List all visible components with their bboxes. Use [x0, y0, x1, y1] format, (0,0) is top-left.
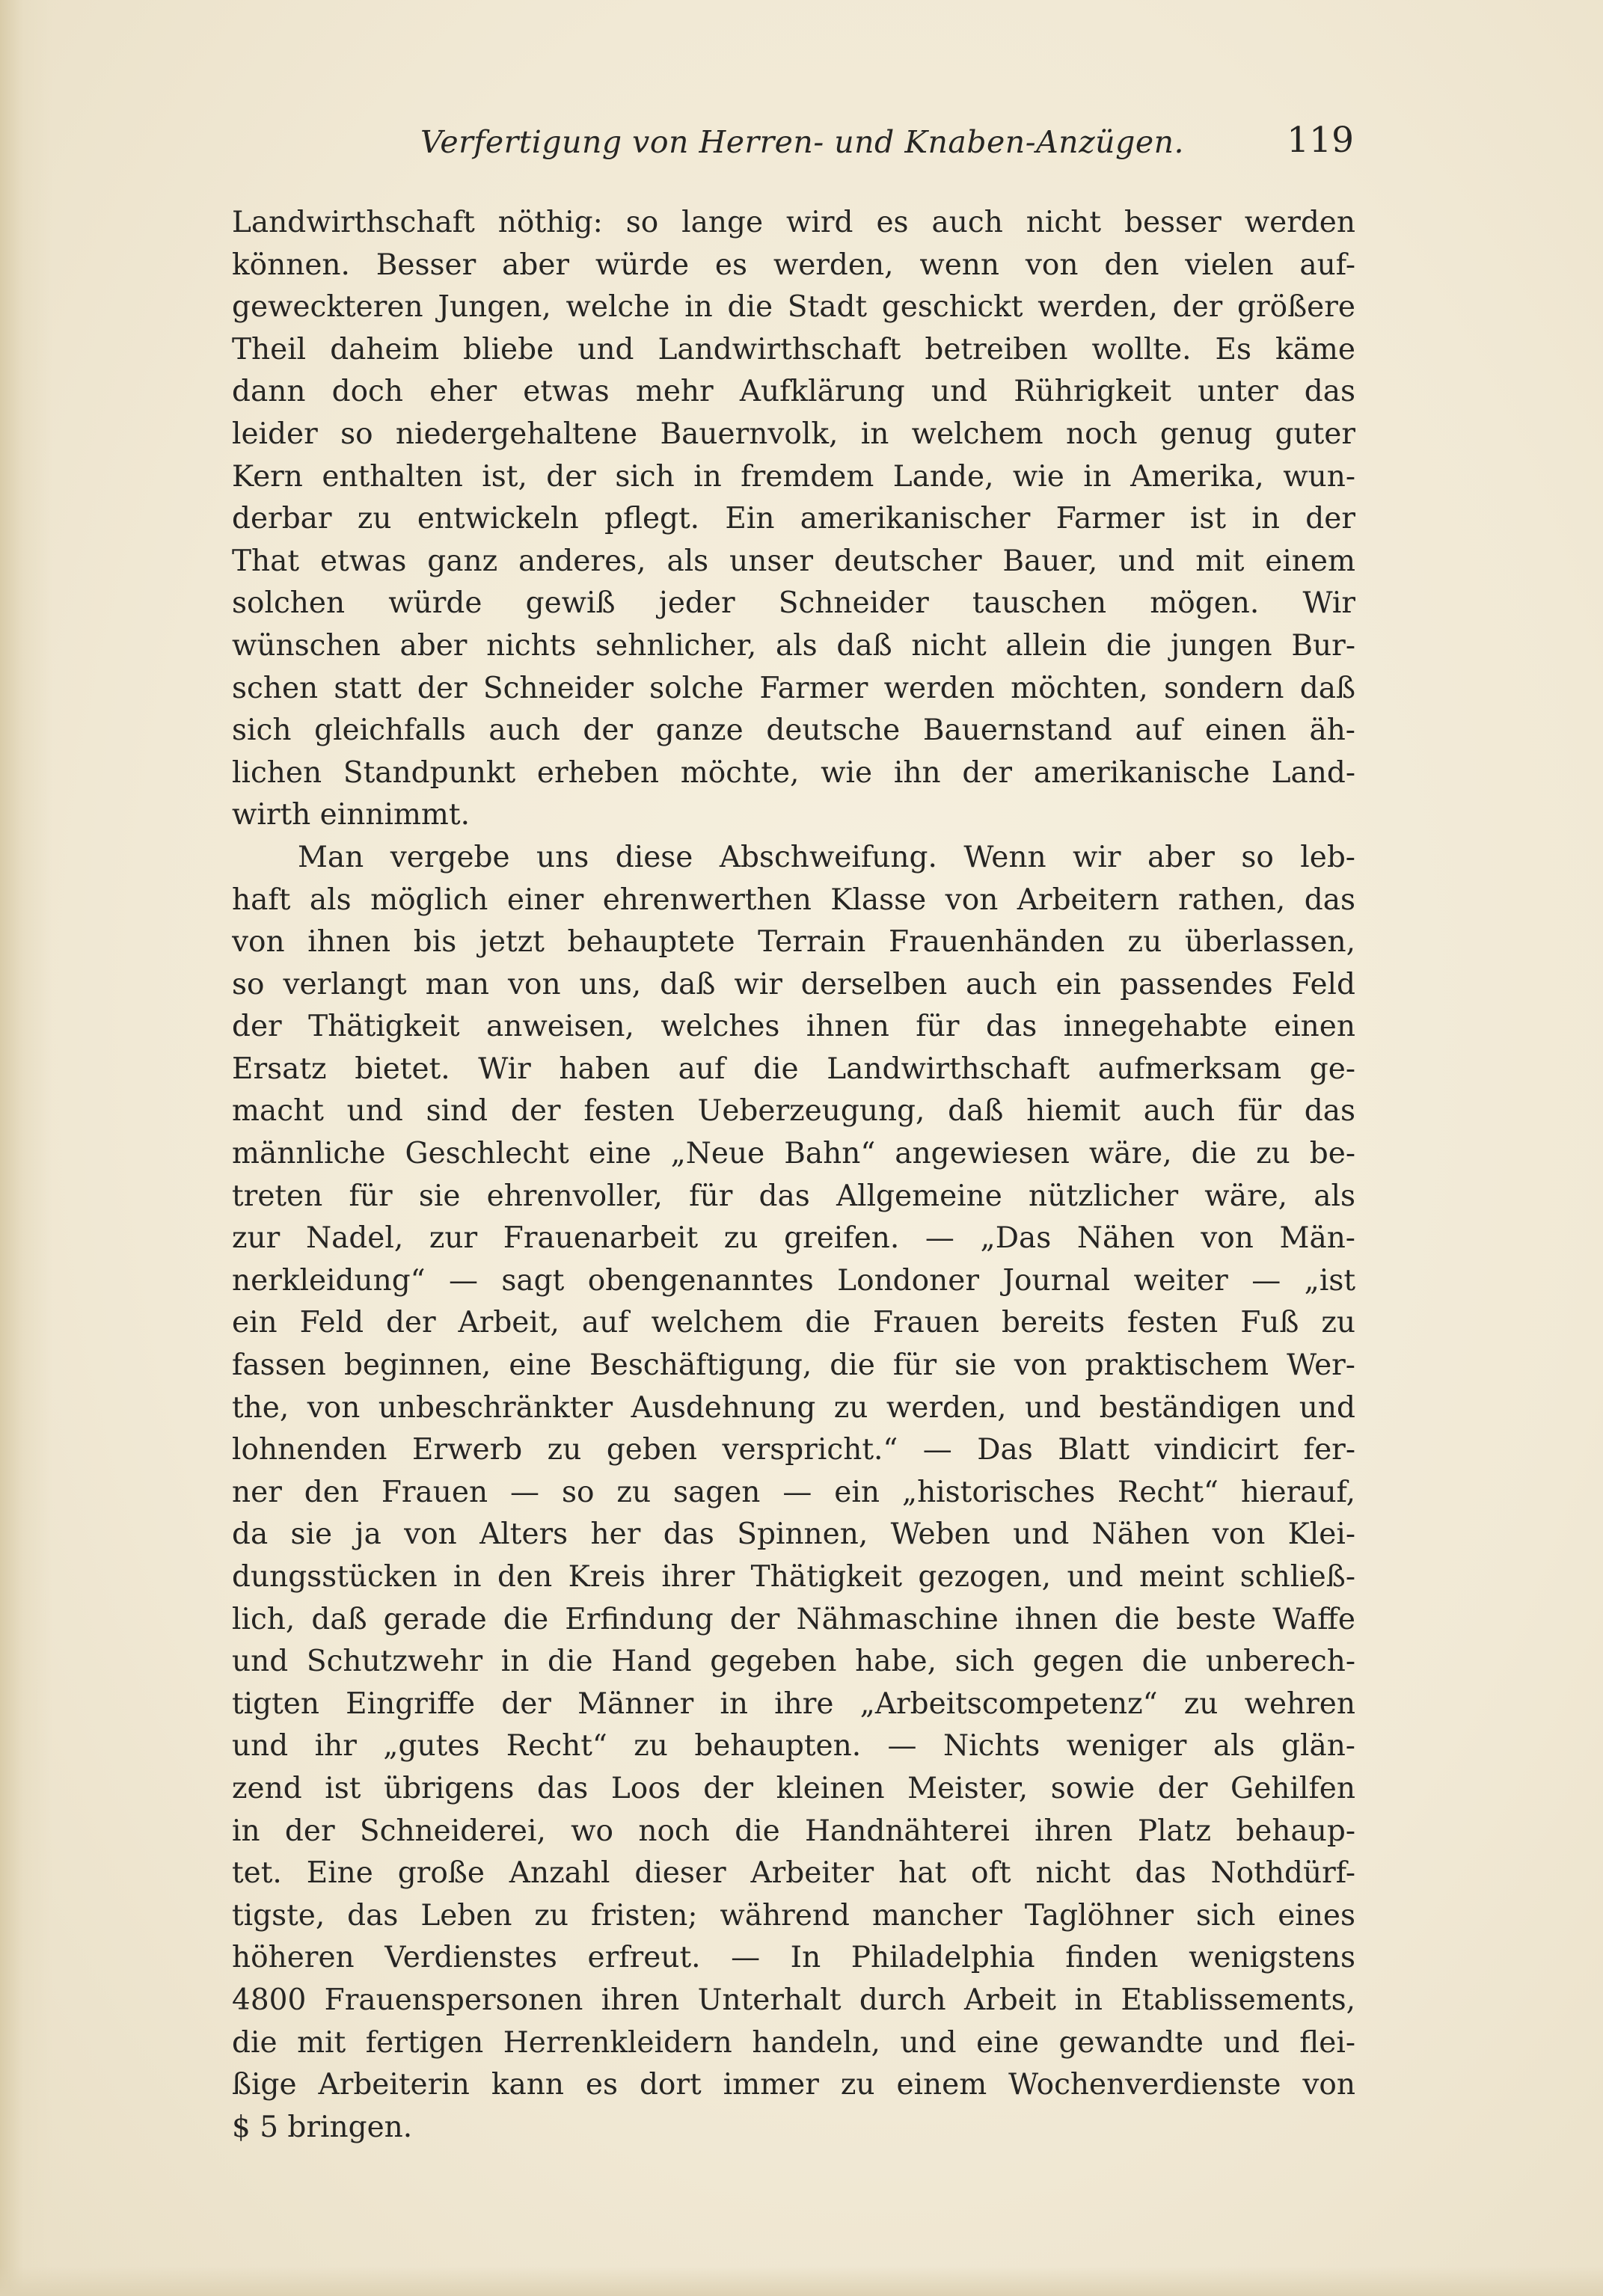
text-line: lohnenden Erwerb zu geben verspricht.“ — Das Blatt vindicirt fer-: [232, 1433, 1355, 1467]
text-line: wirth einnimmt.: [232, 798, 470, 832]
text-line: wünschen aber nichts sehnlicher, als daß nicht allein die jungen Bur-: [232, 628, 1355, 663]
text-line: die mit fertigen Herrenkleidern handeln, und eine gewandte und flei-: [232, 2025, 1355, 2060]
text-line: von ihnen bis jetzt behauptete Terrain Frauenhänden zu überlassen,: [232, 925, 1355, 960]
text-line: That etwas ganz anderes, als unser deutscher Bauer, und mit einem: [232, 544, 1355, 578]
text-line: haft als möglich einer ehrenwerthen Klasse von Arbeitern rathen, das: [232, 883, 1355, 917]
text-line: ner den Frauen — so zu sagen — ein „historisches Recht“ hierauf,: [232, 1475, 1355, 1509]
page-bottom-edge: [0, 2266, 1603, 2296]
text-line: und ihr „gutes Recht“ zu behaupten. — Nichts weniger als glän-: [232, 1729, 1355, 1764]
text-line: da sie ja von Alters her das Spinnen, Weben und Nähen von Klei-: [232, 1517, 1355, 1552]
text-line: zur Nadel, zur Frauenarbeit zu greifen. — „Das Nähen von Män-: [232, 1221, 1355, 1256]
page-number: 119: [1287, 120, 1354, 161]
text-line: treten für sie ehrenvoller, für das Allgemeine nützlicher wäre, als: [232, 1179, 1355, 1213]
text-line: dann doch eher etwas mehr Aufklärung und Rührigkeit unter das: [232, 375, 1355, 409]
text-line: solchen würde gewiß jeder Schneider tauschen mögen. Wir: [232, 586, 1355, 621]
text-line: höheren Verdienstes erfreut. — In Philadelphia finden wenigstens: [232, 1941, 1355, 1975]
binding-shadow: [0, 0, 52, 2296]
text-line: fassen beginnen, eine Beschäftigung, die für sie von praktischem Wer-: [232, 1348, 1355, 1383]
running-title: Verfertigung von Herren- und Knaben-Anzügen.: [420, 124, 1185, 160]
text-line: so verlangt man von uns, daß wir derselben auch ein passendes Feld: [232, 967, 1355, 1001]
text-line: lich, daß gerade die Erfindung der Nähmaschine ihnen die beste Waffe: [232, 1602, 1355, 1636]
body-text: [232, 202, 1355, 2149]
text-line: zend ist übrigens das Loos der kleinen Meister, sowie der Gehilfen: [232, 1771, 1355, 1805]
text-line: ein Feld der Arbeit, auf welchem die Frauen bereits festen Fuß zu: [232, 1306, 1355, 1340]
text-line: Kern enthalten ist, der sich in fremdem Lande, wie in Amerika, wun-: [232, 459, 1355, 494]
text-line: dungsstücken in den Kreis ihrer Thätigkeit gezogen, und meint schließ-: [232, 1560, 1355, 1594]
text-line: leider so niedergehaltene Bauernvolk, in welchem noch genug guter: [232, 417, 1355, 451]
text-line: und Schutzwehr in die Hand gegeben habe, sich gegen die unberech-: [232, 1645, 1355, 1679]
text-line: tigste, das Leben zu fristen; während mancher Taglöhner sich eines: [232, 1898, 1355, 1933]
text-line: the, von unbeschränkter Ausdehnung zu werden, und beständigen und: [232, 1390, 1355, 1425]
text-line: Man vergebe uns diese Abschweifung. Wenn wir aber so leb-: [298, 840, 1355, 874]
text-line: $ 5 bringen.: [232, 2110, 413, 2144]
text-line: macht und sind der festen Ueberzeugung, daß hiemit auch für das: [232, 1094, 1355, 1129]
text-line: männliche Geschlecht eine „Neue Bahn“ angewiesen wäre, die zu be-: [232, 1137, 1355, 1171]
text-line: derbar zu entwickeln pflegt. Ein amerikanischer Farmer ist in der: [232, 502, 1355, 536]
text-line: der Thätigkeit anweisen, welches ihnen für das innegehabte einen: [232, 1010, 1355, 1044]
text-line: ßige Arbeiterin kann es dort immer zu einem Wochenverdienste von: [232, 2068, 1355, 2102]
text-line: geweckteren Jungen, welche in die Stadt geschickt werden, der größere: [232, 290, 1355, 325]
page-header: [232, 120, 1354, 172]
text-line: lichen Standpunkt erheben möchte, wie ihn der amerikanische Land-: [232, 755, 1355, 790]
text-line: Landwirthschaft nöthig: so lange wird es auch nicht besser werden: [232, 206, 1355, 239]
text-line: Theil daheim bliebe und Landwirthschaft betreiben wollte. Es käme: [232, 332, 1355, 366]
text-line: tigten Eingriffe der Männer in ihre „Arbeitscompetenz“ zu wehren: [232, 1686, 1355, 1721]
text-line: tet. Eine große Anzahl dieser Arbeiter hat oft nicht das Nothdürf-: [232, 1856, 1355, 1891]
text-line: Ersatz bietet. Wir haben auf die Landwirthschaft aufmerksam ge-: [232, 1052, 1355, 1086]
text-line: in der Schneiderei, wo noch die Handnähterei ihren Platz behaup-: [232, 1814, 1355, 1848]
text-line: sich gleichfalls auch der ganze deutsche Bauernstand auf einen äh-: [232, 713, 1355, 748]
text-line: 4800 Frauenspersonen ihren Unterhalt durch Arbeit in Etablissements,: [232, 1983, 1355, 2017]
text-line: schen statt der Schneider solche Farmer werden möchten, sondern daß: [232, 671, 1355, 705]
text-line: können. Besser aber würde es werden, wenn von den vielen auf-: [232, 248, 1355, 282]
text-line: nerkleidung“ — sagt obengenanntes Londoner Journal weiter — „ist: [232, 1263, 1355, 1298]
